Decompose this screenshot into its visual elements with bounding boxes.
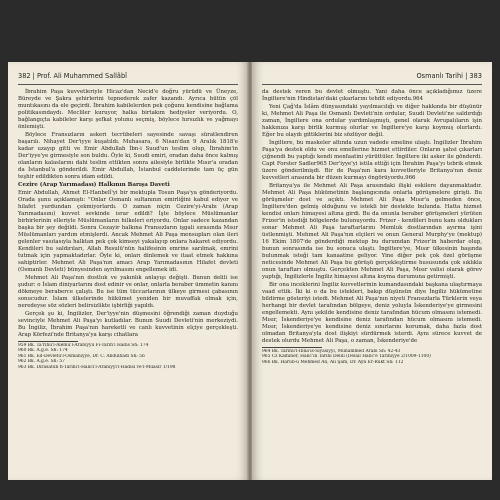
paragraph: Emir Abdullah, Ahmet El-Hanbelî'yi bir mektupla Tosun Paşa'ya gönderiyordu. Orada şunu açıklamıştı: "Onlar Osmanlı sultanının emirliğini kabul ediyor ve hilafet yurdundan çekmiyorlardı. O zaman niçin Cezire'yi-Arabı (Arap Yarımadasını) kuvvet sevkinde israr edildi? İşte böylece Müslümanlar birbirlerinin elleriyle Müslümanların hilkeleri eriyordu. Onlar sadece kazandan başka bir şey değildi. Sonra Cezayir halkına Fransızların işgali sırasında Mısır Müslümanları yardım etmişlerdi. Ancak Mehmet Ali Paşa mensupları olan ileri gelenler vasıtasıyla halktan pek çok kimseyi yakalayıp onlara hakaret ediyordu. Kendileri bu saldırıları, Allah Resulü'nün halifesinin emrine sarılmak, emrini tutmak için yapmaktadırlar. Öyle ki, onları dinlemek ve itaat etmek hakkına sahiptirler. Mehmet Ali Paşa'nın amacı Arap Yarımadasının Hilafet devleti (Osmanlı Devleti) bünyesinden ayrılmasını engellemek idi. (18, 190, 238, 273)
right-page (252, 62, 492, 480)
right-page-header: Osmanlı Tarihi | 383 (262, 72, 482, 85)
footnote-divider (262, 347, 322, 348)
footnote: 964 Bk. Tarihü'l-İbna'is-Siyasiyyi, Muhammed Arabi Sh: 42-43 (262, 349, 401, 354)
paragraph: Böylece Fransızların askeri tecrübeleri sayesinde savaşı süratlendiren başarılı. Nihayet Der'iyye kuşatıldı. Muhasara, 6 Nisan'dan 9 Aralık 1818'e kadar uzayıp gitti ve Emir Abdullah İbn-i Suud'un teslim olup, İbrahim'in Der'iyye'ye girmesiyle son buldu. Öyle ki, Suudi emiri, oradan daha önce kalmış olanların kalaslarını dahi teslim ettikten sonra ailesiyle birlikte Mısır'a oradan da İstanbul'a gönderildi. Emir Abdullah, İstanbul caddelerinde tam üç gün teşhir edildikten sonra idam edildi. (18, 132, 238, 180)
footnote: 962 Bk. A.g.e. Sh: 57 (18, 359, 65, 365)
left-page-header: 382 | Prof. Ali Muhammed Sallâbî (18, 72, 238, 85)
paragraph: Mehmet Ali Paşa'nın dostluk ve yakınlık anlayışı değişti. Bunun delili ise şudur: o İslam diniyarlarını dost edinir ve onlar, onlarla beraber ümmetin kanını dökmeye beraberce çalıştı. Bu ise tüm tüccarlarının ülkeye girmesi çabasının sonucudur. İslam ülkelerinde hükümet yeniden bir muvaffak olmak için, neredeyse söz sözleri belirsizlikte işbirliği yapıldı. (18, 275, 238, 309)
paragraph: Bir ona inceklerini İngiliz kuvvetlerinin kumandasındaki başkana ulaştırmaya vaad ettik. İki ki o da bu istekleri, bakıp düşünsün diye İngiliz hükümetine bildirme gösteriyi istedi. Mehmet Ali Paşa'nın niyeti Fransızlarla Türklerin veya herhangi bir devlet tarafından bölgeye, deniz yoluyla İskenderiye'ye girmesini engellemekti. Aynı şekilde kendisine deniz tarafından hücum olmasını istemedi. Mısır, İskenderiye'ye kendisine deniz tarafından hücum olmasını istemedi. Mısır, İskenderiye'ye kendisine deniz sınırlarını korumak, daha fazla dost olmadan Britanya'yla dost ilişkiyi sürdürmek isterdi. Aynı sürece kuvvet de destek olurdu Mehmet Ali Paşa, o zaman, İskenderiye'de (262, 282, 482, 344)
footnote: 963 Bk. Dirasatün fi-Tarihi'l-Halici'l-Arabiyyi'l-Hadisi ve'l-Muasır 1/198 (18, 364, 176, 370)
paragraph: İbrahim Paşa kuvvetleriyle Hicaz'dan Necid'e doğru yürüdü ve Üneyze, Büreyde ve Şakra şehirlerini tepnederek zafer kazandı. Ayrıca bütün çöl muntıkasını da ele geçirdi. İbrahim kabilelerden pek çoğunu kendisine bağlama politikasındaydı. Mecliler kuruyor, halka birtakım hediyeler veriyordu. O, bağlangıçta kabileler karşı şefkat yolunu seçmiş, böylece hırsızlık ve yağmayı önlemişti. (18, 89, 238, 130)
right-footnotes (262, 349, 482, 365)
paragraph: da destek veren bu devlet olmuştu. Yani daha önce açıkladığımız üzere İngiltere'nin Hindistan'daki çıkarlarını tehdit ediyordu.964 (262, 89, 482, 102)
left-footnotes (18, 343, 238, 370)
paragraph: Gerçek şu ki, İngilizler, Der'iyye'nin düşmesini öğrendiği zaman duyduğu sevinciyle Mehmet Ali Paşa'yı kutladılar. Bunun Suudi Devleti'nin merkeziydi. Bu İngiliz, İbrahim Paşa'nın hareketli ve canlı kuvvetinin elçiye gerçekleşti. Arap Körfezi'nde Britanya'ya karşı cihatlara (18, 311, 238, 338)
right-page-body (262, 89, 482, 345)
section-heading: Cezire (Arap Yarımadası) Halkının Barışa Daveti (18, 182, 170, 188)
footnote: 966 Bk. Harub-ü Mehmed Ali, Ali Şam, Dr. Ayn Er-Rukt Sh: 112 (262, 359, 404, 365)
footnote: 960 Bk. A.g.e. Sh: 174 (18, 348, 68, 354)
paragraph: Britanya'ya ile Mehmet Ali Paşa arasındaki ilişki eskilere dayanmaktadır. Mehmet Ali Paşa hükümetinin başlangıcında onlarla görüşmelere girişti. Bu görüşmeler dost ve açıktı. Mehmet Ali Paşa Mısır'a gelmeden önce, İngiltere'den gelmiş olduğunu ve istekli bir destekte bulunda. Hatta hizmet kendisi onları himayesi altına girdi. Bu da onunla beraber görüşmeleri yürüten Frizer'in istediği bölgelerde bulunuyordu. Frizer - kendileri bunu kanı oldukları sonar Mehmet Ali Paşa taraftarlarını Memluk dostlarından ayırma işini üstlenmişti. Mehmet Ali Paşa'nın elçileri ve onun General Murphy'ye (mektup) 16 Ekim 1807'de gönderdiği mektup bu durumdan Frizer'in haberdar olup, bunun sonrasında ise bu sonuca ulaştı. İngiltere'ye, Mısır ülkesinin başında bulunmak isteği tam kanaatine geliyor. Yine diğer pek çok özel görüşme neticesinde Mehmet Ali Paşa bu görüşü gerçekleştirme hususunda çok sıklıkla onun taraftarı olmuştu. Gerçekten Mehmet Ali Paşa, Mısır valisi olarak görev yaptığı, İngilizlerle İngiliz himayesi altına koyma durumuna getirmişti. (262, 183, 482, 280)
paragraph: Yeni Çağ'da İslâm dünyasındaki yayılmacılığı ve diğer hakkında bir düşünür ki, Mehmet Ali Paşa ile Osmanlı Devleti'nin ordular, Suudi Devleti'ne saldırdığı zaman, İngiltere ona ordular yardımlaşmıştı, genel olarak Avrupalıların işin hakkınıza karşı birlik kurmuş olurlar ve İngiltere'ye karşı koymuş olurlardı. Eğer bu olaydı gittiklerini biz sözlüyor değil. (262, 104, 482, 138)
paragraph: İngiltere, bu maskeler altında uzun vadede emeline ulaştı. İngilizler İbrahim Paşa'ya destek oldu ve onu emellerine hizmet ettirdiler. Onların şahsi çıkarları çiğnendi bu yaptığı kendi menfaatini yürüttüler. İngiltere iki asker ile gönderdi. Capt Forster Sadler965 Der'iyye'yi istila ettiği için İbrahim Paşa'yı tebrik etmek üzere gönderilmişdi. Bir de Paşa'nın kara kuvvetleriyle Britanya'nın deniz kuvvetleri arasında bir düzen kurmayı öngörüyordu.966 (262, 140, 482, 181)
left-page-body (18, 89, 238, 339)
left-page (8, 62, 248, 480)
footnote: 961 Bk. Ed-Devletü'l-Osmaniyye, Dr. C. Abdulhadi Sh: 56 (18, 353, 145, 359)
footnote: 959 Bk. Ta'rihü'l-Alemü'l-Arabiyyü Fi-Tarih'i Hadis Sh: 174 (18, 343, 149, 348)
footnote-divider (18, 341, 78, 342)
footnote: 965 Cz Kaminer, Halic'in Tarihi Delili (Delail Halic'e Tarihiyye 2/1009-1100) (262, 354, 431, 360)
